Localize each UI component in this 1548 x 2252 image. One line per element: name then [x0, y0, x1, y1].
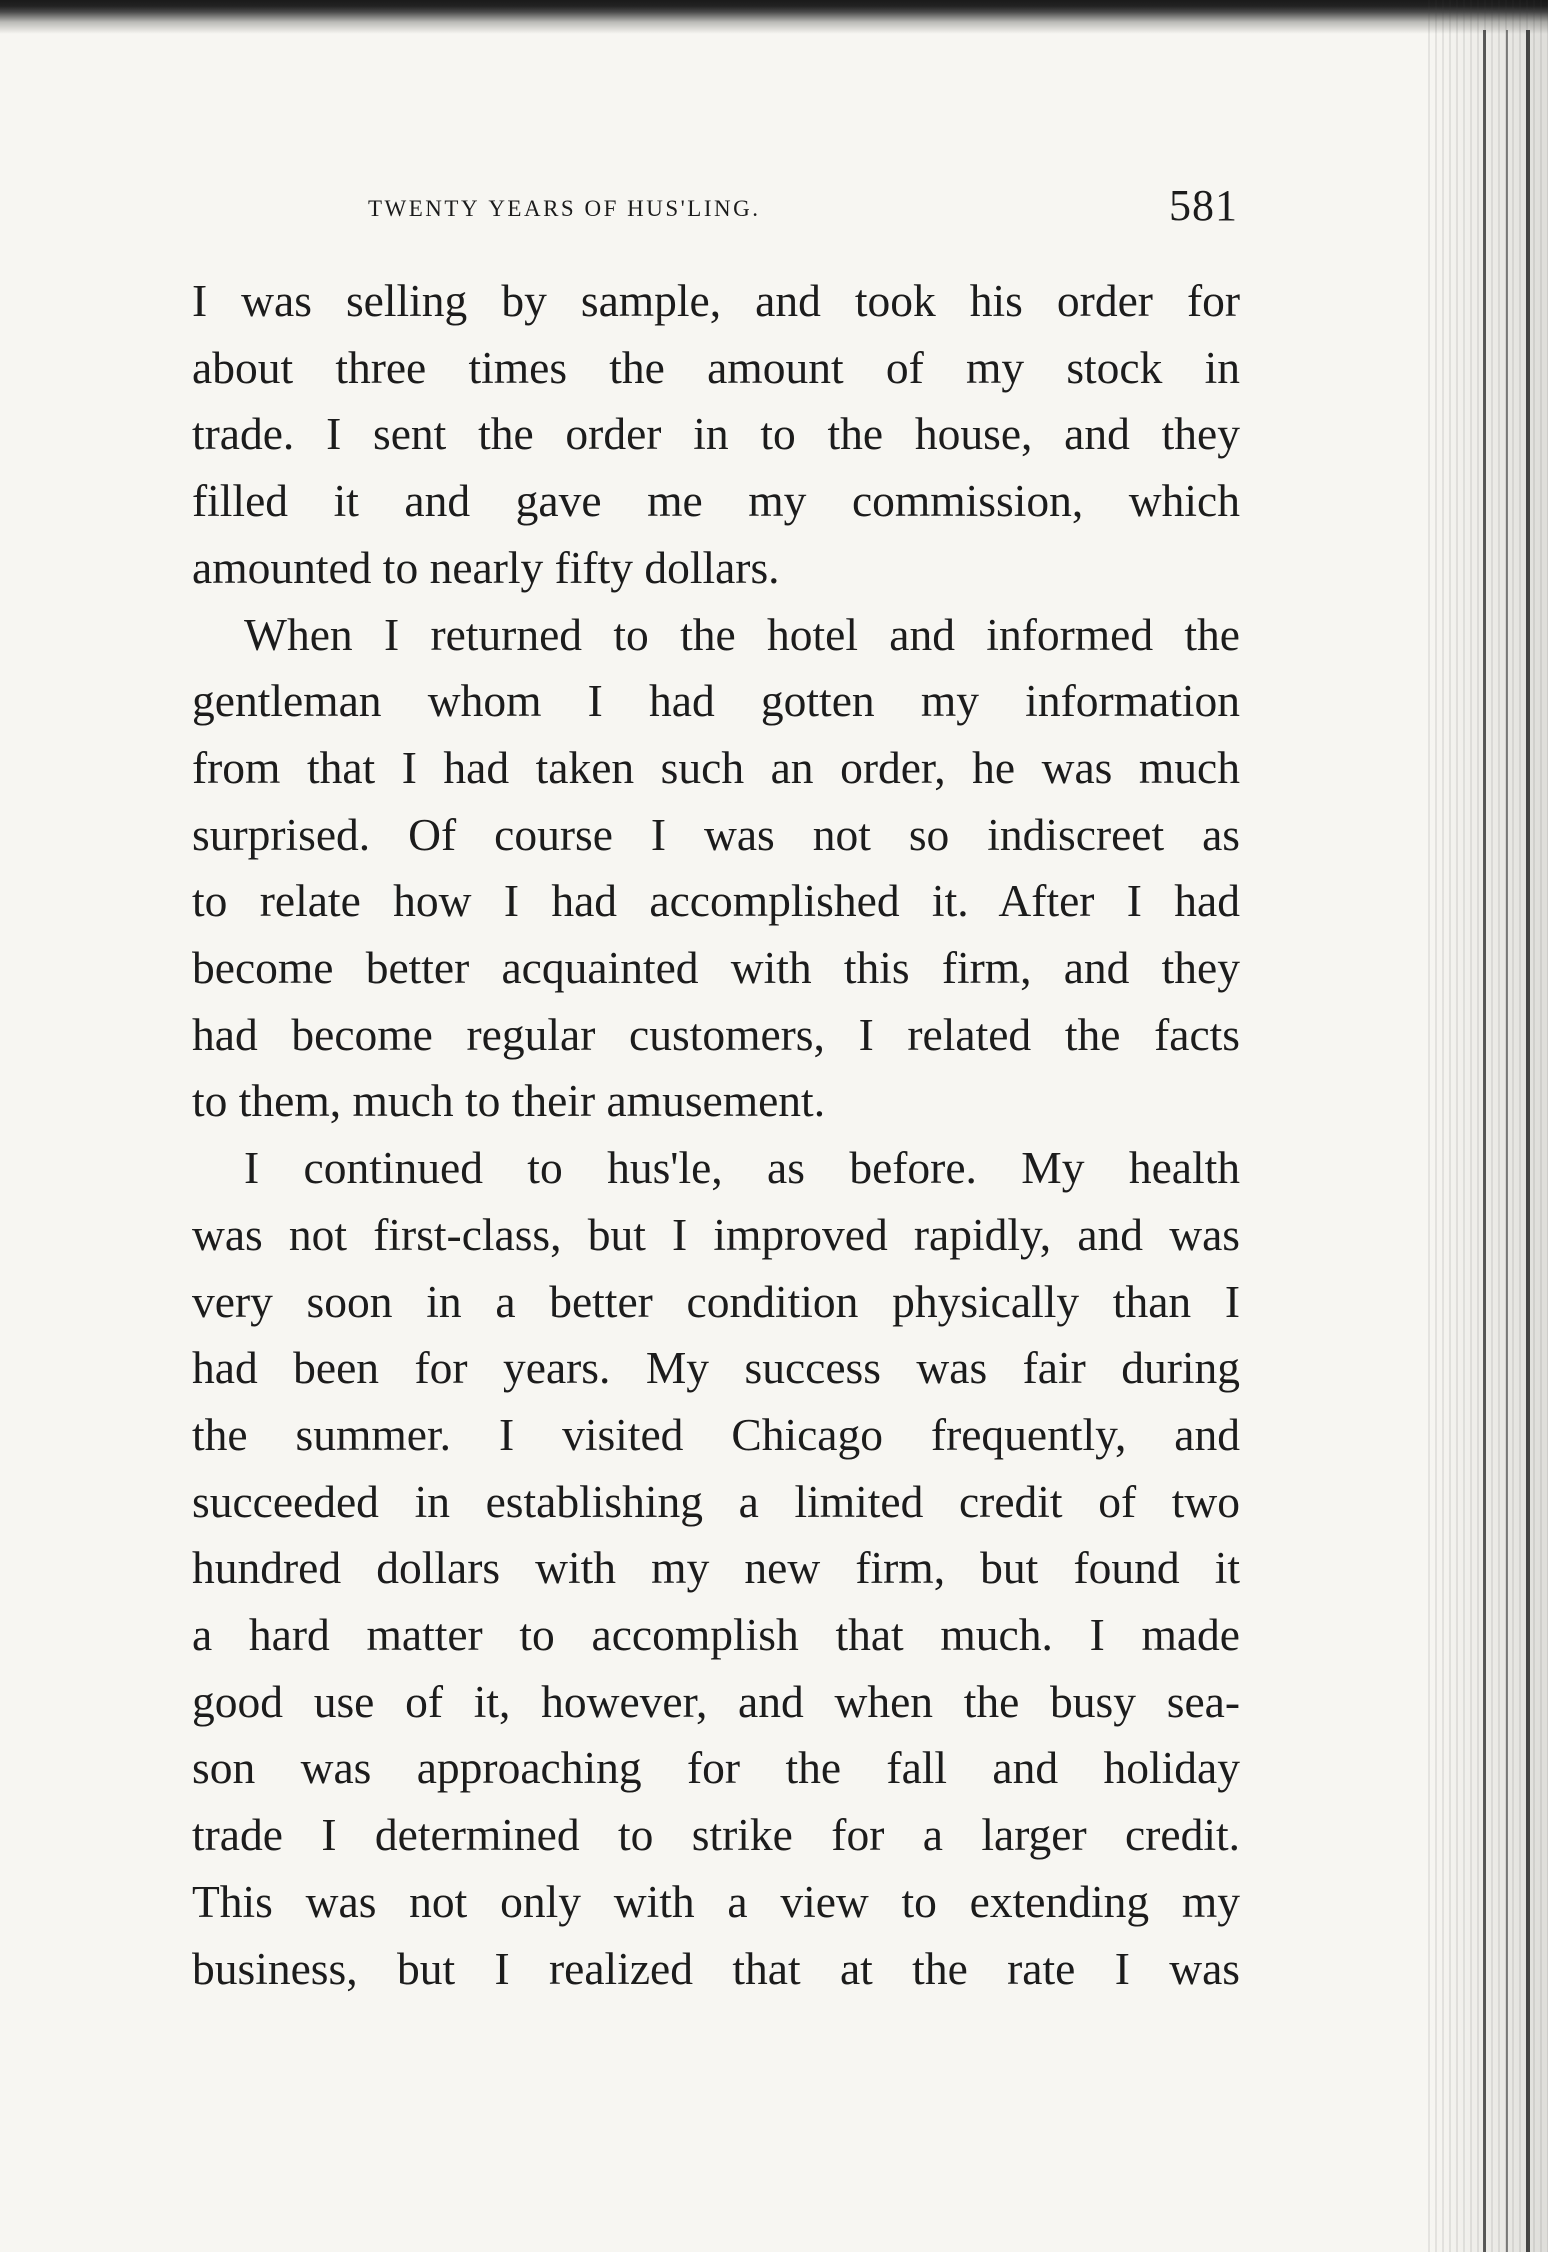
text-line: amounted to nearly fifty dollars.: [192, 541, 780, 593]
text-line: filled it and gave me my commission, which: [192, 475, 1240, 527]
page-number: 581: [1169, 181, 1238, 230]
text-line: hundred dollars with my new firm, but found it: [192, 1542, 1240, 1594]
text-line: son was approaching for the fall and holiday: [192, 1742, 1240, 1794]
text-line: business, but I realized that at the rate I was: [192, 1942, 1240, 1994]
text-line: I was selling by sample, and took his order for: [192, 275, 1240, 326]
text-line: gentleman whom I had gotten my information: [192, 675, 1240, 727]
text-line: to relate how I had accomplished it. After I had: [192, 875, 1240, 927]
page-gutter-edge: [1428, 0, 1548, 2252]
text-line: When I returned to the hotel and informed the: [244, 608, 1240, 660]
text-line: This was not only with a view to extending my: [192, 1875, 1240, 1927]
text-line: very soon in a better condition physically than I: [192, 1275, 1240, 1327]
text-line: was not first-class, but I improved rapidly, and was: [192, 1208, 1240, 1260]
text-line: trade I determined to strike for a larger credit.: [192, 1809, 1240, 1861]
text-line: surprised. Of course I was not so indiscreet as: [192, 808, 1240, 860]
text-line: the summer. I visited Chicago frequently, and: [192, 1408, 1240, 1460]
text-line: to them, much to their amusement.: [192, 1075, 826, 1127]
gutter-line: [1506, 30, 1508, 2252]
text-line: about three times the amount of my stock in: [192, 341, 1240, 393]
page-top-edge: [0, 0, 1548, 34]
text-line: I continued to hus'le, as before. My health: [244, 1142, 1240, 1194]
text-line: trade. I sent the order in to the house, and they: [192, 408, 1240, 460]
text-line: become better acquainted with this firm, and they: [192, 942, 1240, 994]
body-text: [192, 268, 1240, 2002]
paragraph-1: [192, 268, 1240, 602]
text-line: a hard matter to accomplish that much. I made: [192, 1609, 1240, 1661]
text-line: had been for years. My success was fair during: [192, 1342, 1240, 1394]
text-line: had become regular customers, I related the facts: [192, 1008, 1240, 1060]
gutter-line: [1483, 30, 1486, 2252]
paragraph-2: [192, 602, 1240, 1136]
text-line: succeeded in establishing a limited credit of two: [192, 1475, 1240, 1527]
paragraph-3: [192, 1135, 1240, 2002]
gutter-line: [1526, 30, 1530, 2252]
text-line: good use of it, however, and when the busy sea-: [192, 1675, 1240, 1727]
running-head: [192, 178, 1240, 238]
running-title: twenty years of hus'ling.: [368, 188, 761, 224]
text-line: from that I had taken such an order, he was much: [192, 741, 1240, 793]
